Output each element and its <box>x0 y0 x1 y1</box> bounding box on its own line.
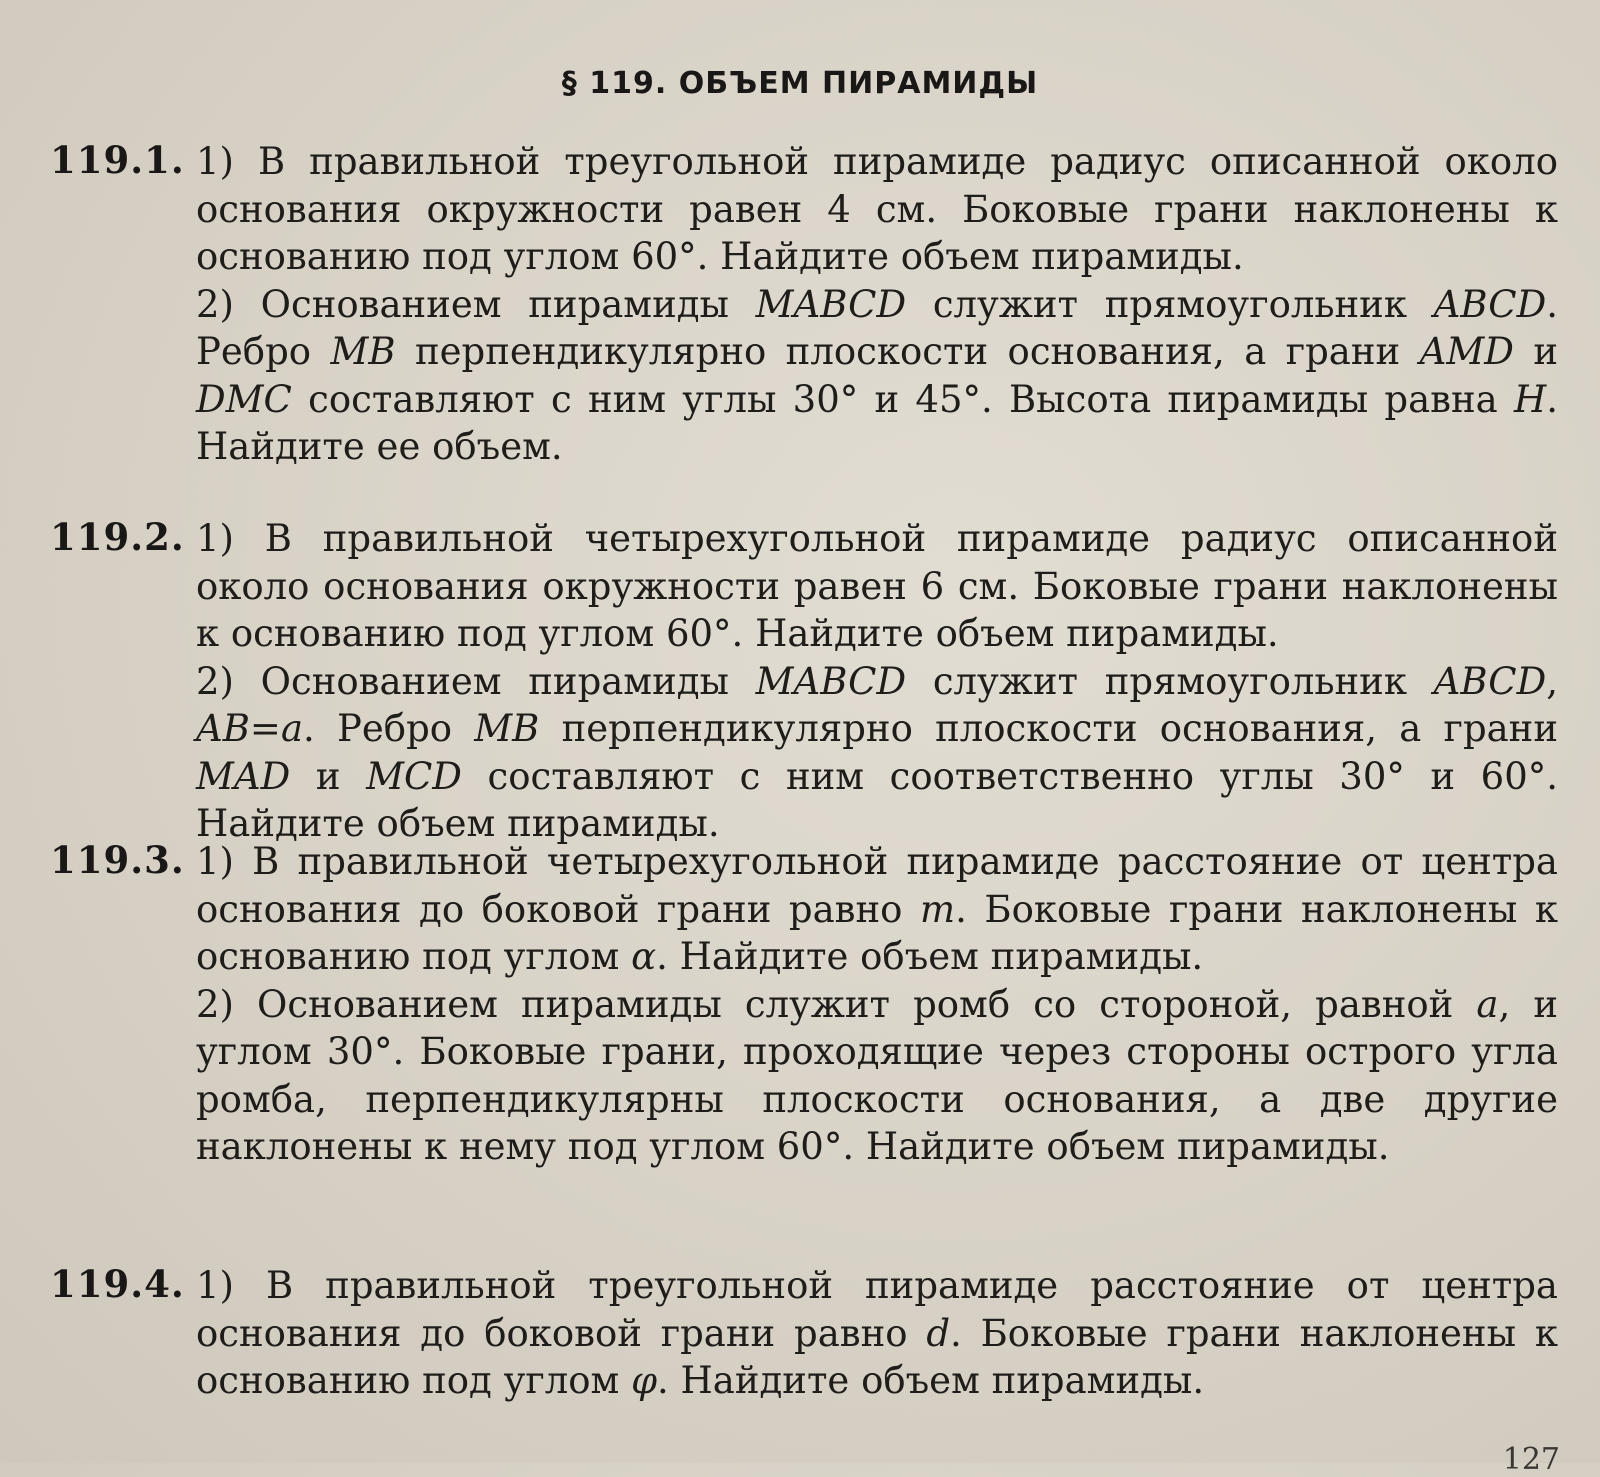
problem-part: 1) В правильной четырехугольной пирамиде радиус описанной около основания окружности равен 6 см. Боковые грани наклонены к основанию под углом 60°. Найдите объем пирамиды. <box>196 517 1558 655</box>
problem-part: 2) Основанием пирамиды служит ромб со стороной, равной a, и углом 30°. Боковые грани, проходящие через стороны острого угла ромба, перпендикулярны плоскости основания, а две другие наклонены к нему под углом 60°. Найдите объем пирамиды. <box>196 982 1558 1168</box>
problem-119-1 <box>50 138 1560 471</box>
problem-part: 2) Основанием пирамиды MABCD служит прямоугольник ABCD. Ребро MB перпендикулярно плоскости основания, а грани AMD и DMC составляют с ним углы 30° и 45°. Высота пирамиды равна H. Найдите ее объем. <box>196 282 1558 468</box>
problem-body <box>196 1262 1558 1405</box>
problem-number: 119.2. <box>50 515 185 559</box>
problem-part: 2) Основанием пирамиды MABCD служит прямоугольник ABCD, AB=a. Ребро MB перпендикулярно плоскости основания, а грани MAD и MCD составляют с ним соответственно углы 30° и 60°. Найдите объем пирамиды. <box>196 659 1559 845</box>
math-variable: DMC <box>196 377 292 421</box>
math-variable: ABCD <box>1433 282 1547 326</box>
math-variable: MB <box>330 330 396 373</box>
math-variable: a <box>280 707 303 750</box>
section-title: § 119. ОБЪЕМ ПИРАМИДЫ <box>561 66 1039 101</box>
problem-body <box>196 138 1558 471</box>
math-variable: AB <box>196 707 250 750</box>
problem-number: 119.3. <box>50 838 185 882</box>
problem-part: 1) В правильной четырехугольной пирамиде расстояние от центра основания до боковой грани равно m. Боковые грани наклонены к основанию под углом α. Найдите объем пирамиды. <box>196 840 1558 978</box>
math-variable: MB <box>474 707 540 750</box>
math-variable: d <box>926 1311 951 1355</box>
math-variable: H <box>1513 377 1547 421</box>
math-variable: MABCD <box>755 282 907 326</box>
problem-part: 1) В правильной треугольной пирамиде радиус описанной около основания окружности равен 4 см. Боковые грани наклонены к основанию под углом 60°. Найдите объем пирамиды. <box>196 140 1558 278</box>
problem-body <box>196 515 1558 848</box>
problem-119-4 <box>50 1262 1560 1405</box>
math-variable: α <box>631 935 657 978</box>
problem-number: 119.4. <box>50 1262 185 1306</box>
math-variable: m <box>920 887 956 931</box>
math-variable: ABCD <box>1433 659 1547 703</box>
math-variable: MABCD <box>755 659 907 703</box>
problem-119-3 <box>50 838 1560 1171</box>
problem-number: 119.1. <box>50 138 185 182</box>
math-variable: φ <box>631 1359 657 1402</box>
problem-119-2 <box>50 515 1560 848</box>
math-variable: a <box>1476 982 1499 1026</box>
math-variable: MAD <box>196 754 291 798</box>
math-variable: AMD <box>1419 330 1514 373</box>
problem-body <box>196 838 1558 1171</box>
page-number: 127 <box>1502 1442 1560 1477</box>
problem-part: 1) В правильной треугольной пирамиде расстояние от центра основания до боковой грани равно d. Боковые грани наклонены к основанию под углом φ. Найдите объем пирамиды. <box>196 1264 1558 1402</box>
math-variable: MCD <box>366 754 462 798</box>
